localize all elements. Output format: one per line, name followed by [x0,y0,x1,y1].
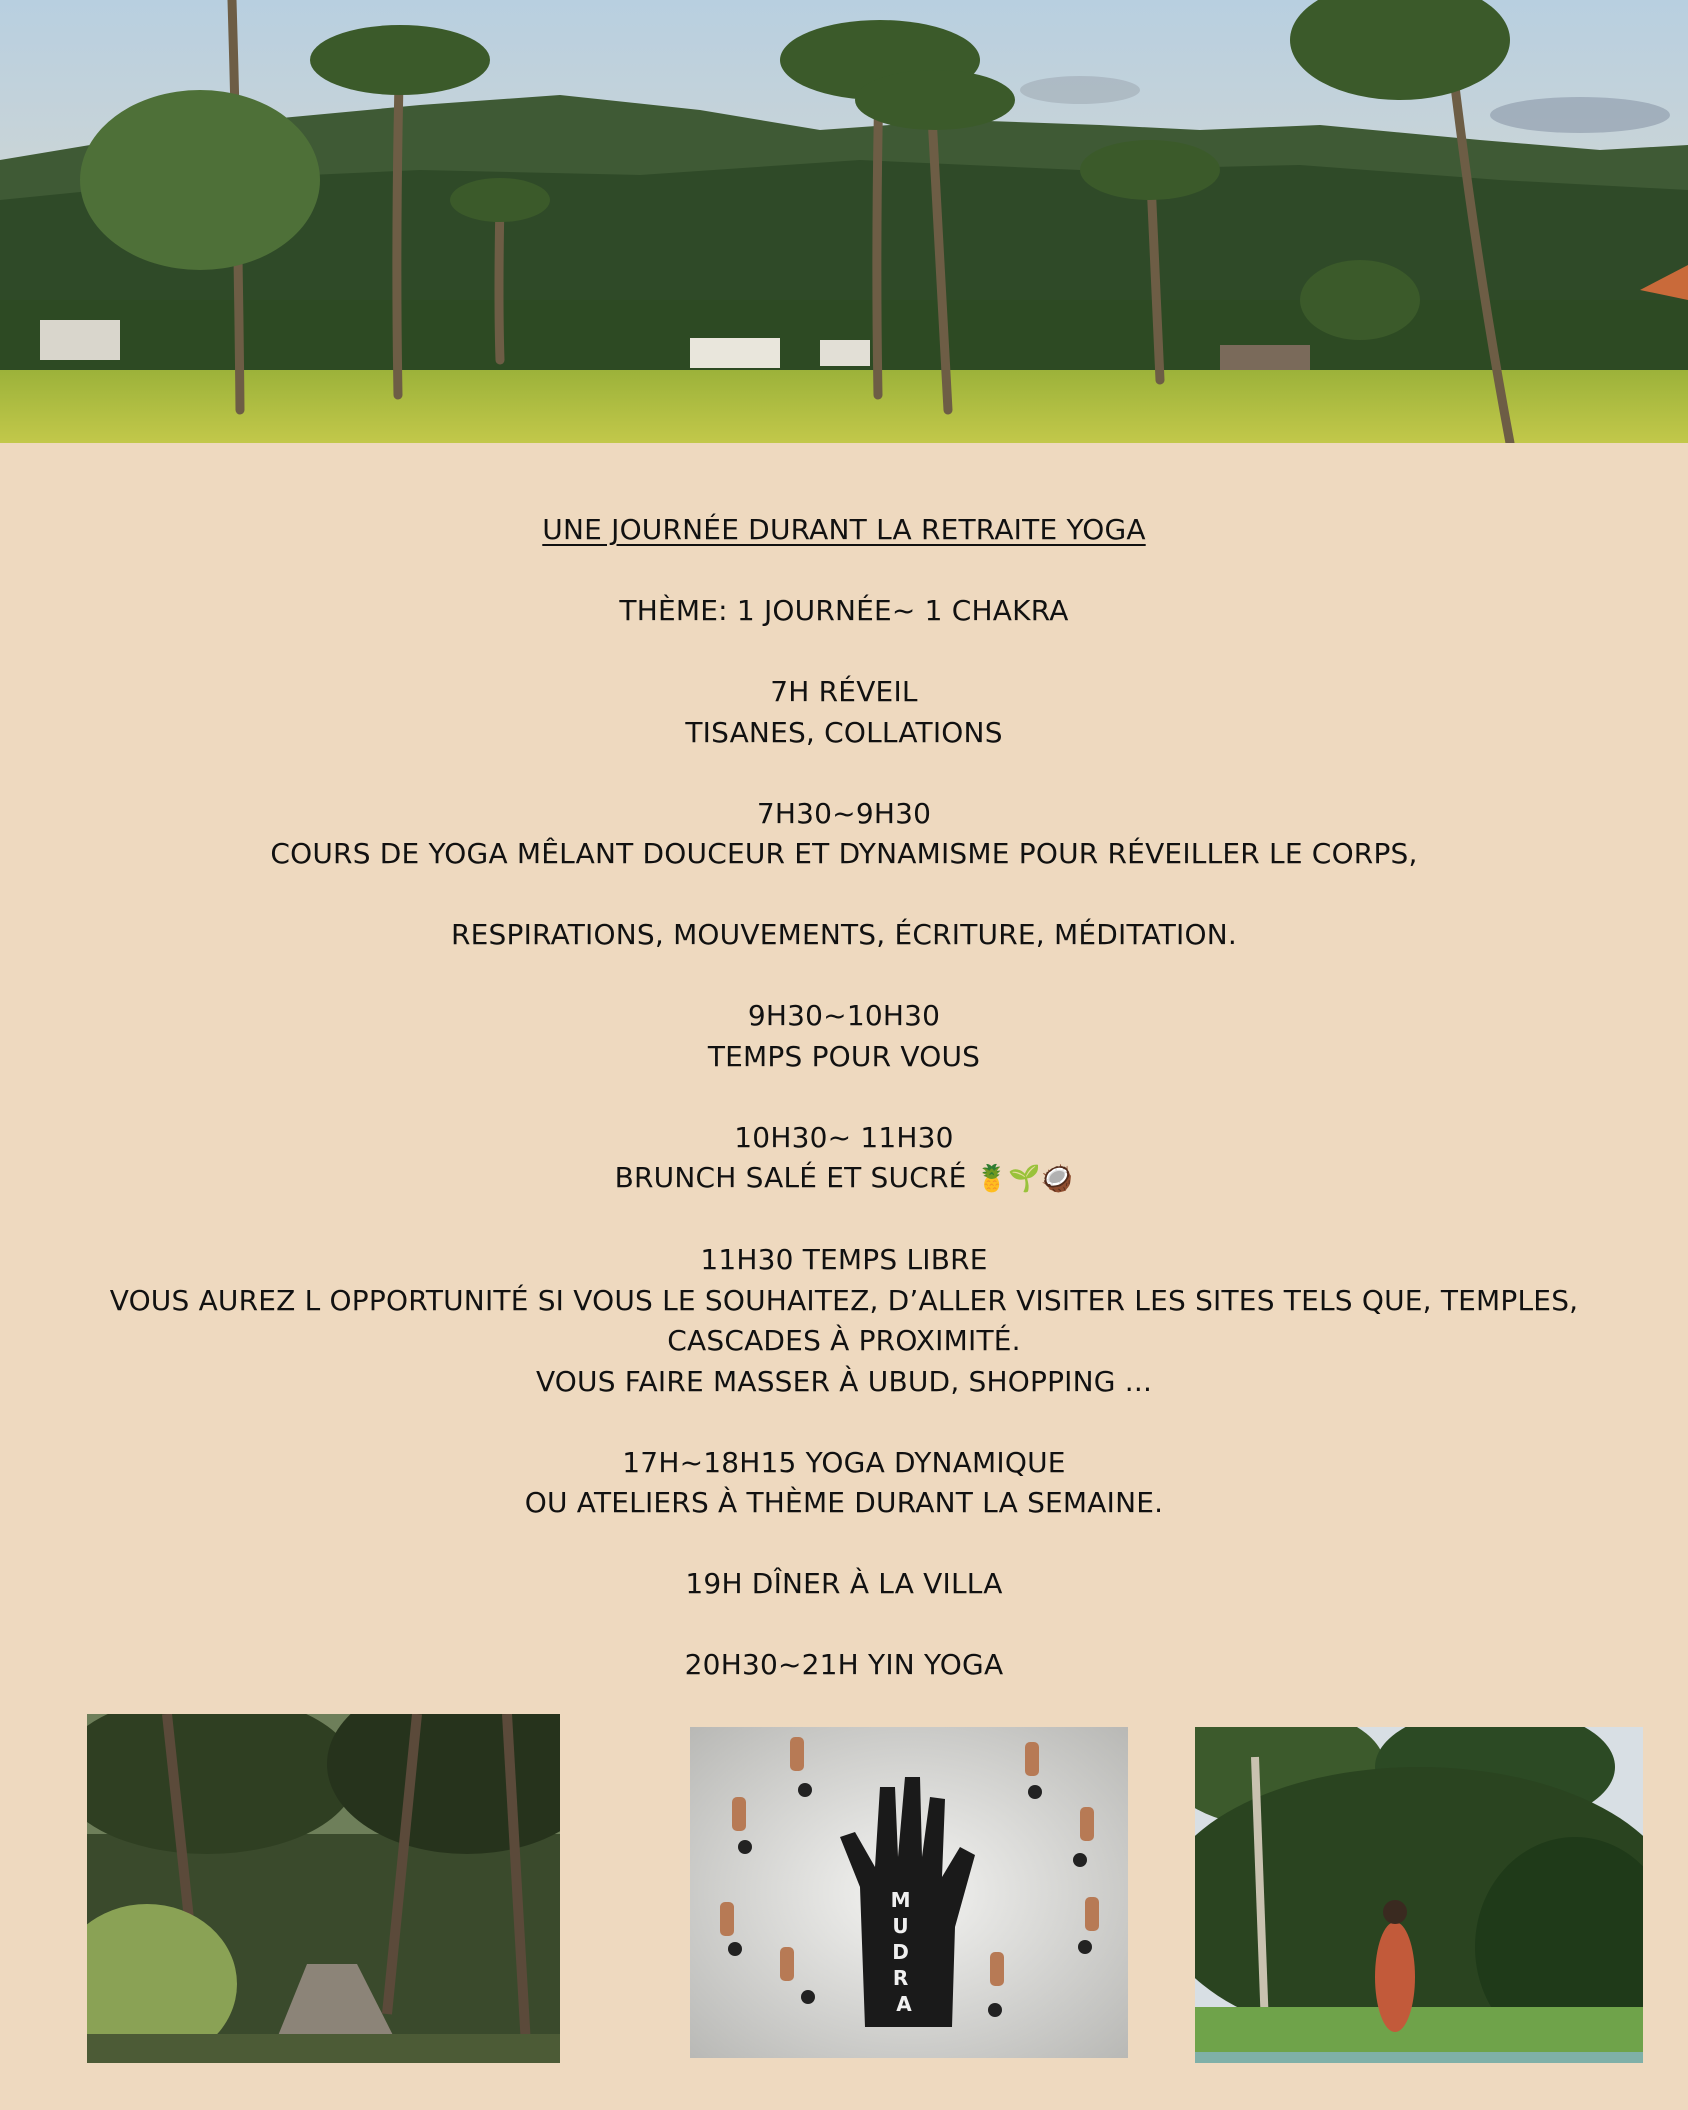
brunch-time: 10H30~ 11H30 [734,1120,954,1154]
hero-banner [0,0,1688,443]
program-theme: THÈME: 1 JOURNÉE~ 1 CHAKRA [619,594,1069,627]
mudra-letter-d: D [892,1940,909,1964]
mudra-letter-r: R [892,1966,909,1990]
dynamic-yoga-detail: OU ATELIERS À THÈME DURANT LA SEMAINE. [524,1486,1164,1519]
jungle-path-image [87,1714,560,2063]
brunch-detail: BRUNCH SALÉ ET SUCRÉ [614,1161,967,1194]
tropical-landscape-image [0,0,1688,443]
dinner-time: 19H DÎNER À LA VILLA [685,1567,1003,1600]
yoga-detail-2: RESPIRATIONS, MOUVEMENTS, ÉCRITURE, MÉDITATION. [450,918,1238,951]
free-time-2: 11H30 TEMPS LIBRE [700,1243,988,1276]
free-detail-3: VOUS FAIRE MASSER À UBUD, SHOPPING ... [535,1364,1153,1398]
fruit-emoji-icon: 🍍🌱🥥 [975,1164,1074,1194]
free-detail-1: TEMPS POUR VOUS [707,1039,981,1073]
yoga-detail: COURS DE YOGA MÊLANT DOUCEUR ET DYNAMISME POUR RÉVEILLER LE CORPS, [270,837,1418,870]
brunch-line [0,1158,1688,1200]
mudra-letter-m: M [890,1888,911,1912]
mudra-letter-u: U [892,1914,909,1938]
free-detail-2: VOUS AUREZ L OPPORTUNITÉ SI VOUS LE SOUHAITEZ, D’ALLER VISITER LES SITES TELS QUE, TEMPLES, CASCADES À PROXIMITÉ. [109,1283,1579,1357]
program-section [0,510,1688,1686]
yin-yoga-time: 20H30~21H YIN YOGA [684,1648,1004,1681]
gallery-photo-3 [1195,1727,1643,2063]
yoga-time: 7H30~9H30 [756,796,932,830]
free-time-1: 9H30~10H30 [747,999,941,1032]
gallery-photo-2 [690,1727,1128,2058]
wake-detail: TISANES, COLLATIONS [685,715,1003,749]
mudra-letter-a: A [896,1992,912,2016]
mudra-hands-image [690,1727,1128,2058]
dynamic-yoga-time: 17H~18H15 YOGA DYNAMIQUE [622,1445,1066,1479]
wake-time: 7H RÉVEIL [770,675,918,708]
palm-garden-image [1195,1727,1643,2063]
gallery-photo-1 [87,1714,560,2063]
program-title: UNE JOURNÉE DURANT LA RETRAITE YOGA [542,513,1146,546]
